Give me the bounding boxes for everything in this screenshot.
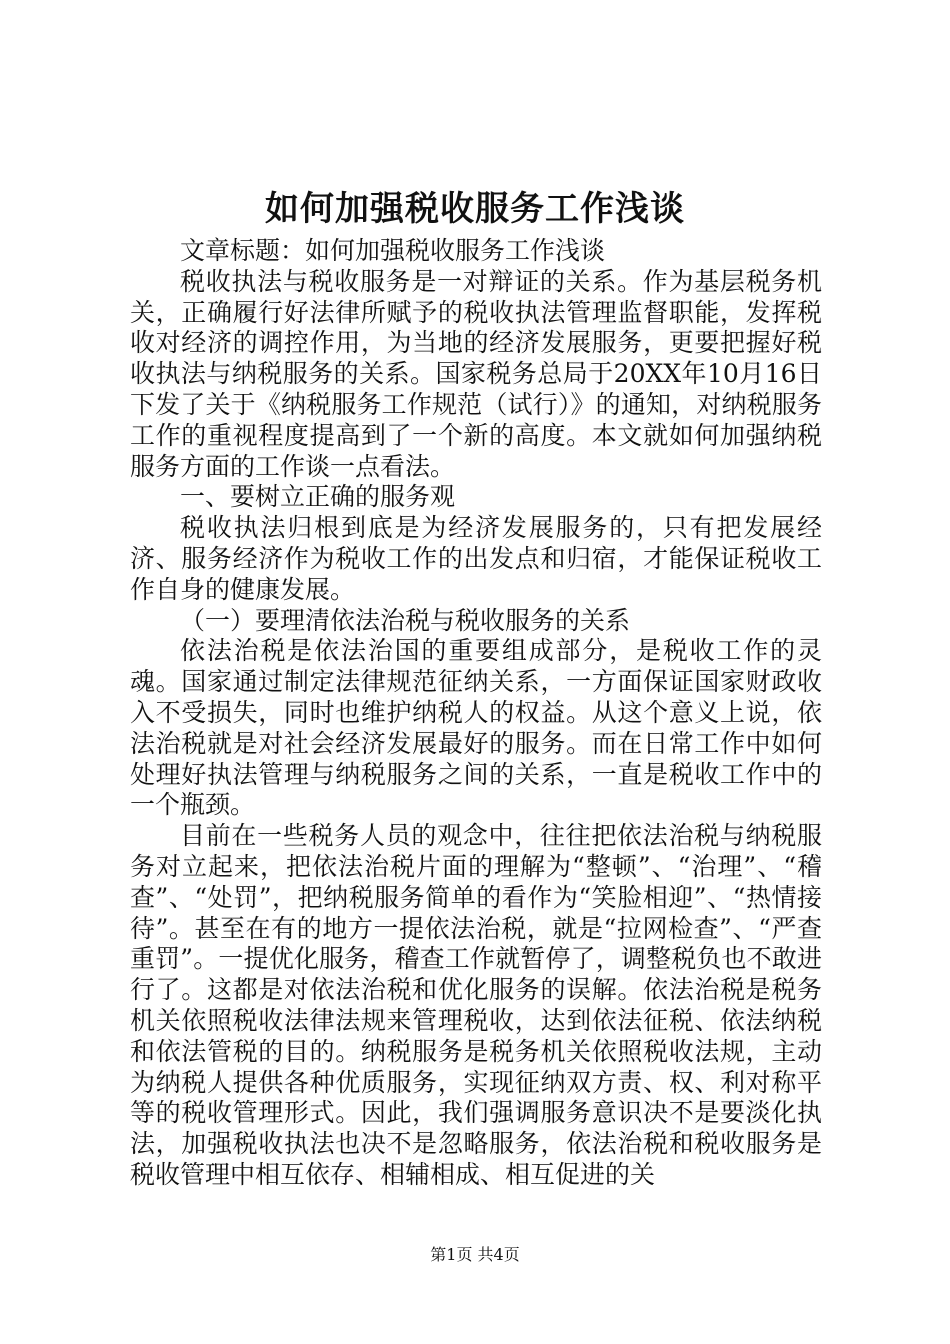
section-heading-1: 一、要树立正确的服务观 [180, 482, 456, 512]
paragraph-service-view: 税收执法归根到底是为经济发展服务的，只有把发展经济、服务经济作为税收工作的出发点和归宿，才能保证税收工作自身的健康发展。 [130, 513, 822, 604]
subsection-heading-1: （一）要理清依法治税与税收服务的关系 [180, 605, 631, 635]
article-title-line: 文章标题：如何加强税收服务工作浅谈 [180, 236, 606, 265]
page-footer: 第1页 共4页 [430, 1245, 520, 1264]
paragraph-intro: 税收执法与税收服务是一对辩证的关系。作为基层税务机关，正确履行好法律所赋予的税收执法管理监督职能，发挥税收对经济的调控作用，为当地的经济发展服务，更要把握好税收执法与纳税服务的关系。国家税务总局于20XX年10月16日下发了关于《纳税服务工作规范（试行）》的通知，对纳税服务工作的重视程度提高到了一个新的高度。本文就如何加强纳税服务方面的工作谈一点看法。 [130, 266, 822, 481]
paragraph-rule-of-law: 依法治税是依法治国的重要组成部分，是税收工作的灵魂。国家通过制定法律规范征纳关系，一方面保证国家财政收入不受损失，同时也维护纳税人的权益。从这个意义上说，依法治税就是对社会经济发展最好的服务。而在日常工作中如何处理好执法管理与纳税服务之间的关系，一直是税收工作中的一个瓶颈。 [130, 636, 822, 820]
document-body [130, 236, 822, 1191]
document-title: 如何加强税收服务工作浅谈 [265, 189, 685, 229]
paragraph-misconceptions: 目前在一些税务人员的观念中，往往把依法治税与纳税服务对立起来，把依法治税片面的理解为“整顿”、“治理”、“稽查”、“处罚”，把纳税服务简单的看作为“笑脸相迎”、“热情接待”。甚至在有的地方一提依法治税，就是“拉网检查”、“严查重罚”。一提优化服务，稽查工作就暂停了，调整税负也不敢进行了。这都是对依法治税和优化服务的误解。依法治税是税务机关依照税收法律法规来管理税收，达到依法征税、依法纳税和依法管税的目的。纳税服务是税务机关依照税收法规，主动为纳税人提供各种优质服务，实现征纳双方责、权、利对称平等的税收管理形式。因此，我们强调服务意识决不是要淡化执法，加强税收执法也决不是忽略服务，依法治税和税收服务是税收管理中相互依存、相辅相成、相互促进的关 [130, 821, 822, 1189]
